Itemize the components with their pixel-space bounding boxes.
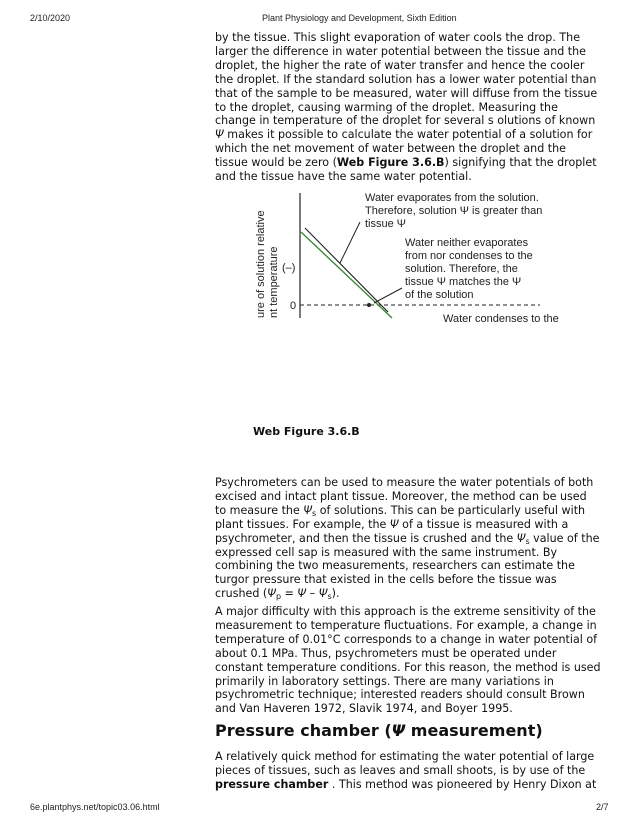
y-axis-label-1: ure of solution relative bbox=[255, 210, 267, 318]
annotation-1-line-2: Therefore, solution Ψ is greater than bbox=[365, 205, 543, 217]
subscript-s: s bbox=[312, 508, 317, 518]
p2-t3: of a tissue is measured with a psychrometer, and then the tissue is crushed and the bbox=[215, 517, 569, 545]
tick-zero: 0 bbox=[290, 300, 297, 312]
intersection-point bbox=[367, 303, 371, 307]
equals: = bbox=[281, 587, 298, 601]
heading-text-b: measurement) bbox=[405, 721, 543, 740]
annotation-2-line-3: solution. Therefore, the bbox=[405, 263, 518, 275]
pointer-line-2 bbox=[374, 288, 402, 303]
minus: – bbox=[306, 587, 319, 601]
annotation-2-line-4: tissue Ψ matches the Ψ bbox=[405, 276, 522, 288]
psi-symbol: Ψ bbox=[391, 721, 406, 740]
subscript-s: s bbox=[327, 592, 332, 602]
p2-t5: ). bbox=[331, 587, 340, 601]
paragraph-4 bbox=[215, 750, 601, 792]
p1-text-b: makes it possible to calculate the water potential of a solution for which the net movement of water between the droplet and the tissue would be zero ( bbox=[215, 128, 593, 170]
p1-text-c: ) signifying that the droplet and the tissue have the same water potential. bbox=[215, 156, 597, 184]
p2-t1: Psychrometers can be used to measure the water potentials of both excised and intact plant tissue. Moreover, the method can be used to measure the bbox=[215, 476, 594, 517]
figure-reference: Web Figure 3.6.B bbox=[336, 156, 445, 170]
psi-symbol: Ψ bbox=[215, 128, 224, 142]
header-title: Plant Physiology and Development, Sixth Edition bbox=[262, 13, 457, 23]
annotation-1-line-3: tissue Ψ bbox=[365, 218, 406, 230]
p1-text-a: by the tissue. This slight evaporation of water cools the drop. The larger the difference in water potential between the tissue and the droplet, the higher the rate of water transfer and hence the cooler the droplet. If the standard solution has a lower water potential than that of the sample to be measured, water will diffuse from the tissue to the droplet, causing warming of the droplet. Measuring the change in temperature of the droplet for several s olutions of known bbox=[215, 31, 598, 128]
section-heading bbox=[215, 721, 543, 740]
footer-url: 6e.plantphys.net/topic03.06.html bbox=[30, 802, 160, 812]
p2-t2: of solutions. This can be particularly useful with plant tissues. For example, the bbox=[215, 503, 586, 531]
tick-negative: (–) bbox=[282, 262, 296, 274]
psi-symbol: Ψ bbox=[303, 503, 313, 517]
p4-text-b: . This method was pioneered by Henry Dixon at bbox=[328, 777, 597, 791]
annotation-2-line-5: of the solution bbox=[405, 289, 474, 301]
black-line bbox=[305, 228, 388, 312]
subscript-s: s bbox=[525, 536, 530, 546]
paragraph-3 bbox=[215, 605, 601, 716]
psi-symbol: Ψ bbox=[297, 587, 307, 601]
bold-term: pressure chamber bbox=[215, 777, 329, 791]
y-axis-label-2: nt temperature bbox=[268, 246, 280, 318]
figure-3-6-b bbox=[250, 188, 570, 325]
psi-symbol: Ψ bbox=[389, 517, 399, 531]
annotation-3: Water condenses to the bbox=[443, 313, 559, 325]
p4-text-a: A relatively quick method for estimating the water potential of large pieces of tissues, such as leaves and small shoots, is by use of the bbox=[215, 750, 595, 777]
psi-symbol: Ψ bbox=[318, 587, 328, 601]
p3-text: A major difficulty with this approach is the extreme sensitivity of the measurement to temperature fluctuations. For example, a change in temperature of 0.01°C corresponds to a change in water potential of about 0.1 MPa. Thus, psychrometers must be operated under constant temperature conditions. For this reason, the method is used primarily in laboratory settings. There are many variations in psychrometric technique; interested readers should consult Brown and Van Haveren 1972, Slavik 1974, and Boyer 1995. bbox=[215, 605, 601, 716]
figure-caption: Web Figure 3.6.B bbox=[253, 425, 360, 438]
paragraph-2 bbox=[215, 476, 601, 601]
annotation-2-line-1: Water neither evaporates bbox=[405, 237, 529, 249]
figure-graph bbox=[250, 188, 570, 325]
psi-symbol: Ψ bbox=[267, 587, 276, 601]
subscript-p: p bbox=[275, 592, 282, 602]
paragraph-1 bbox=[215, 31, 601, 184]
pointer-line-1 bbox=[340, 222, 360, 263]
annotation-1-line-1: Water evaporates from the solution. bbox=[365, 192, 539, 204]
psi-symbol: Ψ bbox=[516, 531, 526, 545]
footer-page: 2/7 bbox=[596, 802, 609, 812]
p2-t4: value of the expressed cell sap is measured with the same instrument. By combining the two measurements, researchers can estimate the turgor pressure that existed in the cells before the tissue was crushed ( bbox=[215, 531, 600, 601]
header-date: 2/10/2020 bbox=[30, 13, 71, 23]
heading-text-a: Pressure chamber ( bbox=[215, 721, 392, 740]
annotation-2-line-2: from nor condenses to the bbox=[405, 250, 533, 262]
